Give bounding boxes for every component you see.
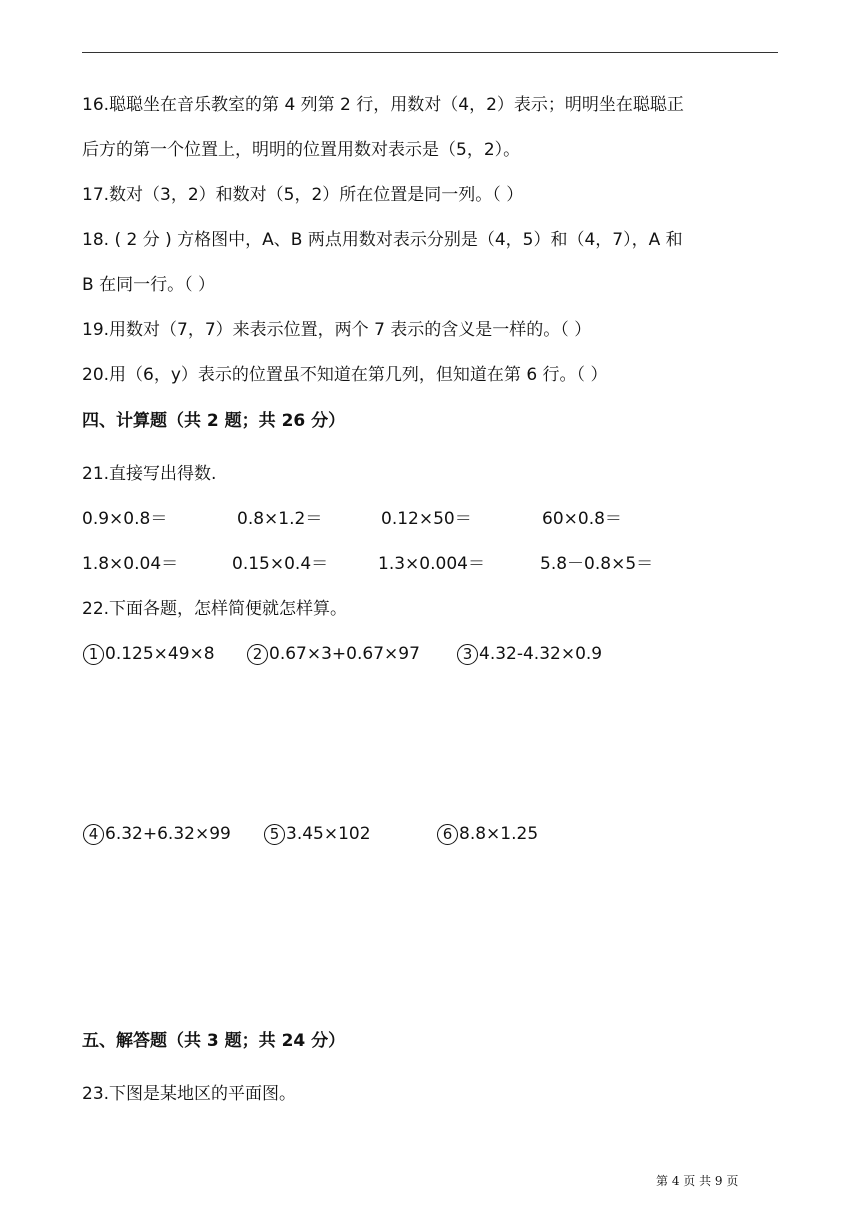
simplify-item-6 bbox=[437, 823, 538, 845]
circled-number: 4 bbox=[83, 824, 104, 845]
circled-number: 3 bbox=[457, 644, 478, 665]
question-21: 21.直接写出得数. bbox=[82, 464, 217, 484]
question-16-line-1: 16.聪聪坐在音乐教室的第 4 列第 2 行，用数对（4，2）表示；明明坐在聪聪正 bbox=[82, 95, 684, 115]
circled-number: 2 bbox=[247, 644, 268, 665]
calc-cell: 0.12×50＝ bbox=[381, 509, 472, 529]
question-17: 17.数对（3，2）和数对（5，2）所在位置是同一列。（ ） bbox=[82, 185, 524, 205]
question-16-line-2: 后方的第一个位置上，明明的位置用数对表示是（5，2）。 bbox=[82, 140, 521, 160]
question-23: 23.下图是某地区的平面图。 bbox=[82, 1084, 297, 1104]
question-18-line-2: B 在同一行。（ ） bbox=[82, 275, 215, 295]
expression: 6.32+6.32×99 bbox=[105, 824, 231, 844]
simplify-item-1 bbox=[83, 643, 215, 665]
expression: 0.67×3+0.67×97 bbox=[269, 644, 420, 664]
simplify-item-3 bbox=[457, 643, 602, 665]
header-rule bbox=[82, 52, 778, 53]
question-20: 20.用（6，y）表示的位置虽不知道在第几列，但知道在第 6 行。（ ） bbox=[82, 365, 608, 385]
simplify-item-5 bbox=[264, 823, 371, 845]
expression: 0.125×49×8 bbox=[105, 644, 215, 664]
circled-number: 5 bbox=[264, 824, 285, 845]
circled-number: 6 bbox=[437, 824, 458, 845]
circled-number: 1 bbox=[83, 644, 104, 665]
calc-cell: 0.9×0.8＝ bbox=[82, 509, 168, 529]
expression: 8.8×1.25 bbox=[459, 824, 539, 844]
calc-cell: 1.8×0.04＝ bbox=[82, 554, 179, 574]
section-5-heading: 五、解答题（共 3 题；共 24 分） bbox=[82, 1031, 346, 1051]
calc-cell: 5.8－0.8×5＝ bbox=[540, 554, 654, 574]
question-22: 22.下面各题，怎样简便就怎样算。 bbox=[82, 599, 348, 619]
expression: 4.32-4.32×0.9 bbox=[479, 644, 603, 664]
question-18-line-1: 18. ( 2 分 ) 方格图中，A、B 两点用数对表示分别是（4，5）和（4，7），A 和 bbox=[82, 230, 683, 250]
question-19: 19.用数对（7，7）来表示位置，两个 7 表示的含义是一样的。（ ） bbox=[82, 320, 592, 340]
section-4-heading: 四、计算题（共 2 题；共 26 分） bbox=[82, 411, 346, 431]
expression: 3.45×102 bbox=[286, 824, 371, 844]
simplify-item-4 bbox=[83, 823, 231, 845]
simplify-item-2 bbox=[247, 643, 420, 665]
calc-cell: 0.15×0.4＝ bbox=[232, 554, 329, 574]
calc-cell: 1.3×0.004＝ bbox=[378, 554, 485, 574]
calc-cell: 0.8×1.2＝ bbox=[237, 509, 323, 529]
page-number: 第 4 页 共 9 页 bbox=[656, 1174, 739, 1188]
calc-cell: 60×0.8＝ bbox=[542, 509, 622, 529]
